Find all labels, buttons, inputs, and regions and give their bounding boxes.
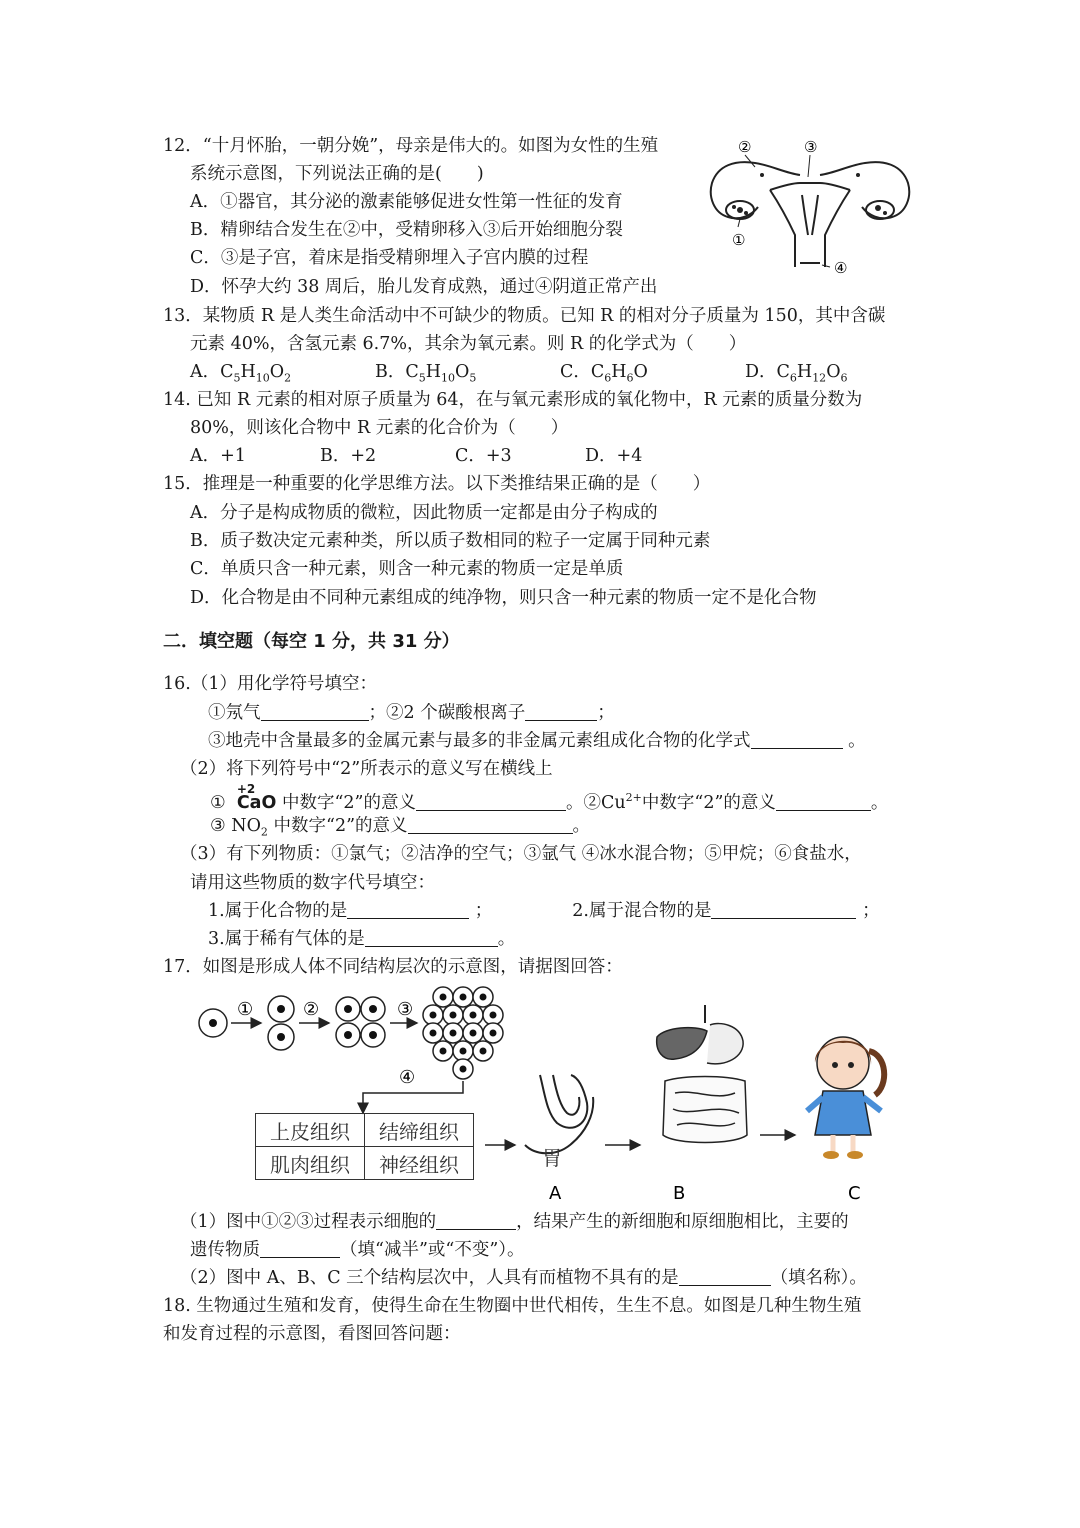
q15-option-a: A．分子是构成物质的微粒，因此物质一定都是由分子构成的 <box>190 503 658 523</box>
q13-options <box>190 360 848 391</box>
q16-line4: ③ $NO_2$ 中数字“2”的意义 。 <box>210 816 591 839</box>
q18-stem-line2: 和发育过程的示意图，看图回答问题： <box>163 1324 461 1344</box>
q12-option-c: C．③是子宫，着床是指受精卵埋入子宫内膜的过程 <box>190 248 589 268</box>
answer-blank[interactable] <box>416 793 566 811</box>
digestive-system-drawing <box>657 1005 747 1143</box>
q12-option-d: D．怀孕大约 38 周后，胎儿发育成熟，通过④阴道正常产出 <box>190 277 658 297</box>
q12-stem-line1: 12．“十月怀胎，一朝分娩”，母亲是伟大的。如图为女性的生殖 <box>163 136 659 156</box>
q12-option-a: A．①器官，其分泌的激素能够促进女性第一性征的发育 <box>190 192 623 212</box>
q18-stem-line1: 18. 生物通过生殖和发育，使得生命在生物圈中世代相传，生生不息。如图是几种生物生殖 <box>163 1296 862 1316</box>
q15-option-c: C．单质只含一种元素，则含一种元素的物质一定是单质 <box>190 559 624 579</box>
label-a: A <box>549 1183 562 1204</box>
step-3: ③ <box>397 999 414 1020</box>
label-c: C <box>848 1183 861 1204</box>
q14-option-a: A．+1 <box>190 446 246 466</box>
q14-stem-line2: 80%，则该化合物中 R 元素的化合价为（ ） <box>190 418 569 438</box>
q16-part2: （2）将下列符号中“2”所表示的意义写在横线上 <box>180 759 553 779</box>
q13-stem-line1: 13．某物质 R 是人类生命活动中不可缺少的物质。已知 R 的相对分子质量为 150，其中含碳 <box>163 306 886 326</box>
answer-blank[interactable] <box>436 1212 516 1230</box>
q12-stem-line2: 系统示意图，下列说法正确的是( ) <box>190 164 484 184</box>
q14-stem-line1: 14. 已知 R 元素的相对原子质量为 64，在与氧元素形成的氧化物中，R 元素的质量分数为 <box>163 390 863 410</box>
q13-option-a: A．$C_5H_{10}O_2$ <box>190 362 292 385</box>
female-reproductive-system-figure <box>700 135 920 280</box>
q17-sub2: （2）图中 A、B、C 三个结构层次中，人具有而植物不具有的是 （填名称）。 <box>180 1268 867 1288</box>
step-1: ① <box>237 999 254 1020</box>
tissue-cell: 肌肉组织 <box>256 1147 365 1180</box>
q13-option-b: B．$C_5H_{10}O_5$ <box>375 362 477 385</box>
fig-label-3: ③ <box>804 138 818 156</box>
tissue-cell: 结缔组织 <box>365 1114 474 1147</box>
cao-symbol: +2 CaO <box>236 781 277 813</box>
q16-line2: ③地壳中含量最多的金属元素与最多的非金属元素组成化合物的化学式 。 <box>208 731 866 751</box>
label-b: B <box>673 1183 686 1204</box>
answer-blank[interactable] <box>751 731 843 749</box>
section-heading: 二．填空题（每空 1 分，共 31 分） <box>163 631 460 652</box>
answer-blank[interactable] <box>711 901 856 919</box>
answer-blank[interactable] <box>365 929 498 947</box>
tissue-cell: 神经组织 <box>365 1147 474 1180</box>
step-4: ④ <box>399 1067 416 1088</box>
q16-line5: 1.属于化合物的是 ； 2.属于混合物的是 ； <box>208 901 880 921</box>
q15-stem: 15．推理是一种重要的化学思维方法。以下类推结果正确的是（ ） <box>163 474 711 494</box>
q13-option-c: C．$C_6H_6O$ <box>560 362 648 385</box>
q12-option-b: B．精卵结合发生在②中，受精卵移入③后开始细胞分裂 <box>190 220 623 240</box>
q14-option-d: D．+4 <box>585 446 643 466</box>
q17-stem: 17．如图是形成人体不同结构层次的示意图，请据图回答： <box>163 957 623 977</box>
q15-option-d: D．化合物是由不同种元素组成的纯净物，则只含一种元素的物质一定不是化合物 <box>190 588 817 608</box>
q13-option-d: D．$C_6H_{12}O_6$ <box>745 362 848 385</box>
q15-option-b: B．质子数决定元素种类，所以质子数相同的粒子一定属于同种元素 <box>190 531 711 551</box>
q16-part1: 16.（1）用化学符号填空： <box>163 674 377 694</box>
q16-part3: （3）有下列物质：①氯气；②洁净的空气；③氩气 ④冰水混合物；⑤甲烷；⑥食盐水， <box>180 844 862 864</box>
q16-line3: ① +2 CaO 中数字“2”的意义 。$②Cu^{2+}$中数字“2”的意义 。 <box>210 781 889 813</box>
answer-blank[interactable] <box>260 1240 340 1258</box>
answer-blank[interactable] <box>679 1268 771 1286</box>
q17-sub1-line1: （1）图中①②③过程表示细胞的 ，结果产生的新细胞和原细胞相比，主要的 <box>180 1212 849 1232</box>
tissue-cell: 上皮组织 <box>256 1114 365 1147</box>
girl-drawing <box>807 1037 884 1159</box>
q14-option-c: C．+3 <box>455 446 512 466</box>
q17-sub1-line2: 遗传物质 （填“减半”或“不变”）。 <box>190 1240 525 1260</box>
step-2: ② <box>303 999 320 1020</box>
stomach-label: 胃 <box>542 1146 562 1170</box>
q14-options <box>190 444 642 468</box>
q13-stem-line2: 元素 40%，含氢元素 6.7%，其余为氧元素。则 R 的化学式为（ ） <box>190 334 747 354</box>
answer-blank[interactable] <box>261 703 369 721</box>
fig-label-1: ① <box>732 231 746 249</box>
answer-blank[interactable] <box>525 703 597 721</box>
answer-blank[interactable] <box>776 793 871 811</box>
q16-line1: ①氖气 ；②2 个碳酸根离子 ； <box>208 703 615 723</box>
tissue-table <box>255 1113 474 1180</box>
answer-blank[interactable] <box>408 816 573 834</box>
q14-option-b: B．+2 <box>320 446 377 466</box>
q16-line6: 3.属于稀有气体的是 。 <box>208 929 516 949</box>
stomach-drawing <box>540 1075 587 1128</box>
fig-label-4: ④ <box>834 259 848 277</box>
fig-label-2: ② <box>738 138 752 156</box>
answer-blank[interactable] <box>347 901 469 919</box>
q16-part3-line2: 请用这些物质的数字代号填空： <box>190 873 435 893</box>
